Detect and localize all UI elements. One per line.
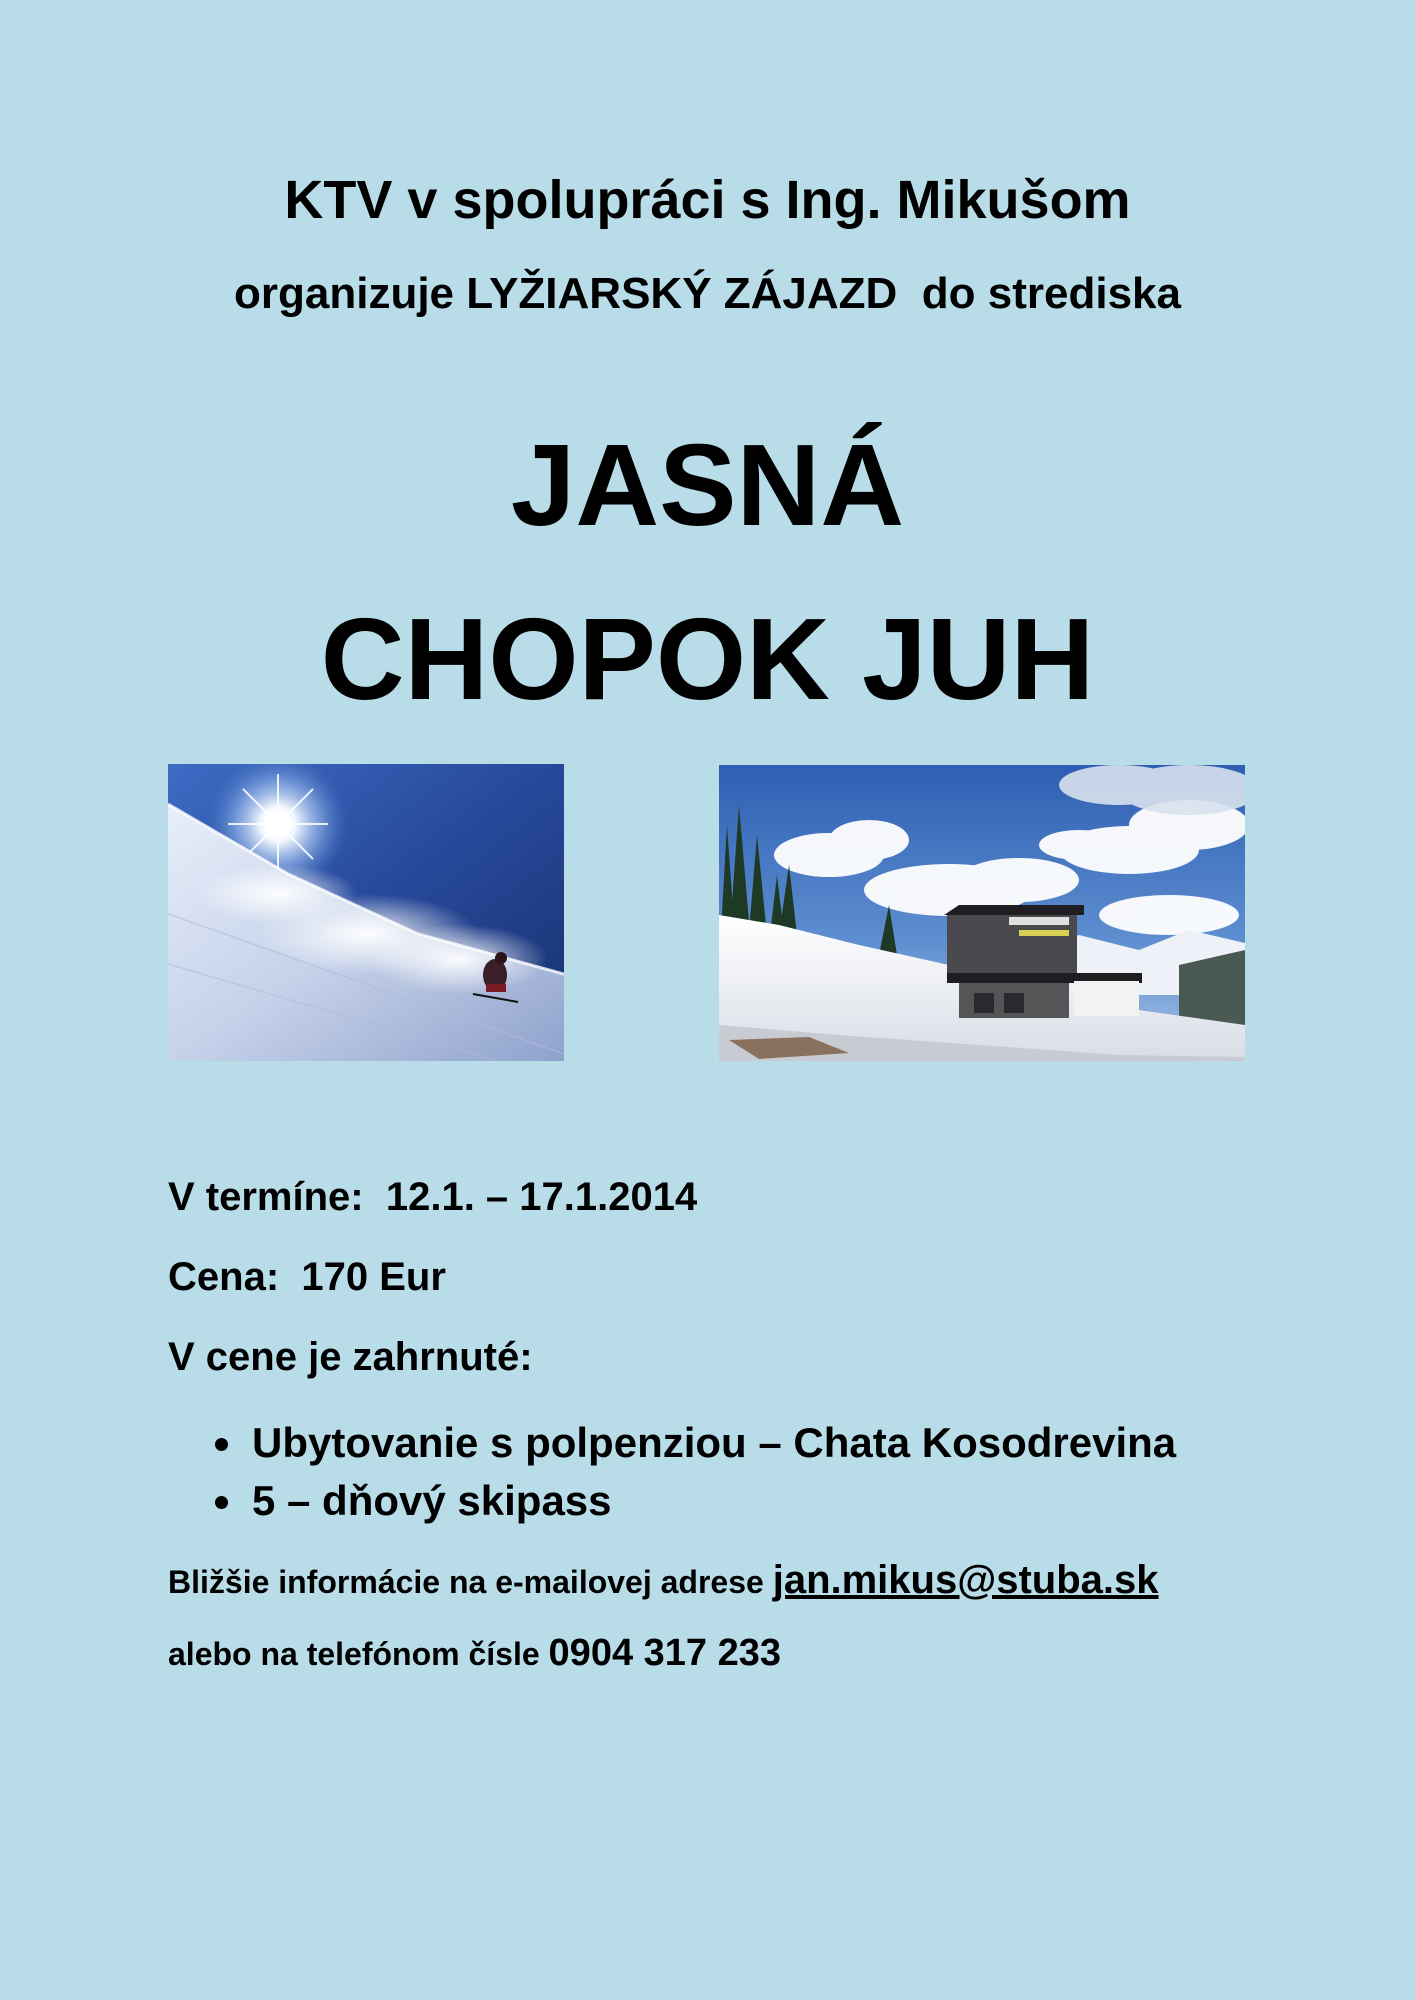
destination-title-line1: JASNÁ [510,420,905,550]
destination-title-line2: CHOPOK JUH [320,594,1095,724]
term-value: 12.1. – 17.1.2014 [385,1175,698,1219]
contact-phone-line [168,1628,781,1679]
list-item [212,1472,1176,1530]
email-link[interactable]: jan.mikus@stuba.sk [772,1558,1159,1602]
email-intro-text: Bližšie informácie na e-mailovej adrese [168,1564,764,1600]
organizer-heading: KTV v spolupráci s Ing. Mikušom [284,170,1131,230]
phone-number: 0904 317 233 [548,1632,781,1674]
term-line [168,1173,697,1221]
price-value: 170 Eur [301,1255,446,1299]
price-label: Cena: [168,1255,280,1299]
bullet-icon [215,1496,228,1509]
chalet-photo [719,765,1245,1061]
contact-email-line [168,1555,1159,1607]
event-subheading: organizuje LYŽIARSKÝ ZÁJAZD do strediska [234,269,1181,318]
list-item [212,1414,1176,1472]
phone-intro-text: alebo na telefónom čísle [168,1636,540,1672]
skier-photo [168,764,564,1061]
mountain-chalet-photo-icon [719,765,1245,1061]
price-line [168,1253,446,1301]
bullet-icon [215,1438,228,1451]
includes-heading: V cene je zahrnuté: [168,1335,533,1379]
skier-on-slope-photo-icon [168,764,564,1061]
list-item-text: Ubytovanie s polpenziou – Chata Kosodrevina [252,1419,1177,1466]
list-item-text: 5 – dňový skipass [252,1477,612,1524]
term-label: V termíne: [168,1175,364,1219]
includes-list [212,1414,1176,1530]
